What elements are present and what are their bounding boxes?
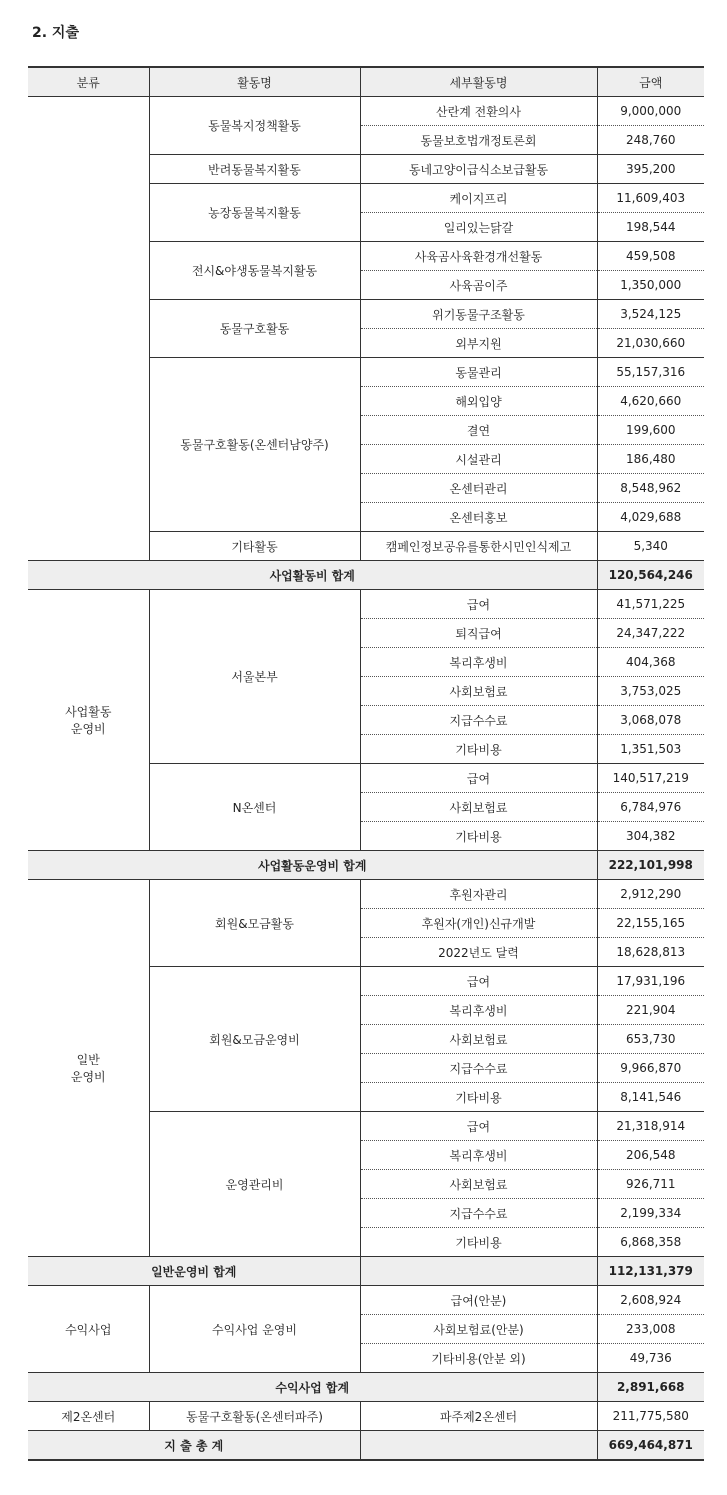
activity-cell: N온센터 bbox=[149, 764, 360, 851]
subtotal-row bbox=[28, 1373, 704, 1402]
detail-cell: 사회보험료 bbox=[360, 793, 597, 822]
amount-cell: 24,347,222 bbox=[597, 619, 704, 648]
detail-cell: 급여 bbox=[360, 590, 597, 619]
amount-cell: 221,904 bbox=[597, 996, 704, 1025]
subtotal-label: 사업활동비 합계 bbox=[28, 561, 597, 590]
activity-cell: 동물구호활동(온센터남양주) bbox=[149, 358, 360, 532]
amount-cell: 2,912,290 bbox=[597, 880, 704, 909]
table-row bbox=[28, 1402, 704, 1431]
table-header-row bbox=[28, 67, 704, 97]
detail-cell: 후원자관리 bbox=[360, 880, 597, 909]
subtotal-amount: 222,101,998 bbox=[597, 851, 704, 880]
detail-cell: 캠페인정보공유를통한시민인식제고 bbox=[360, 532, 597, 561]
amount-cell: 140,517,219 bbox=[597, 764, 704, 793]
detail-cell: 지급수수료 bbox=[360, 1199, 597, 1228]
header-activity: 활동명 bbox=[149, 67, 360, 97]
amount-cell: 4,620,660 bbox=[597, 387, 704, 416]
amount-cell: 8,548,962 bbox=[597, 474, 704, 503]
amount-cell: 21,030,660 bbox=[597, 329, 704, 358]
header-detail: 세부활동명 bbox=[360, 67, 597, 97]
subtotal-amount: 112,131,379 bbox=[597, 1257, 704, 1286]
amount-cell: 18,628,813 bbox=[597, 938, 704, 967]
detail-cell: 기타비용 bbox=[360, 1228, 597, 1257]
subtotal-row bbox=[28, 1257, 704, 1286]
grand-total-amount: 669,464,871 bbox=[597, 1431, 704, 1461]
detail-cell: 기타비용(안분 외) bbox=[360, 1344, 597, 1373]
amount-cell: 211,775,580 bbox=[597, 1402, 704, 1431]
subtotal-row bbox=[28, 561, 704, 590]
detail-cell: 결연 bbox=[360, 416, 597, 445]
detail-cell: 급여(안분) bbox=[360, 1286, 597, 1315]
activity-cell: 동물복지정책활동 bbox=[149, 97, 360, 155]
amount-cell: 6,784,976 bbox=[597, 793, 704, 822]
detail-cell: 사육곰이주 bbox=[360, 271, 597, 300]
amount-cell: 11,609,403 bbox=[597, 184, 704, 213]
section-title: 2. 지출 bbox=[32, 25, 79, 41]
subtotal-amount: 120,564,246 bbox=[597, 561, 704, 590]
detail-cell: 기타비용 bbox=[360, 735, 597, 764]
detail-cell: 지급수수료 bbox=[360, 706, 597, 735]
amount-cell: 233,008 bbox=[597, 1315, 704, 1344]
detail-cell: 케이지프리 bbox=[360, 184, 597, 213]
subtotal-amount: 2,891,668 bbox=[597, 1373, 704, 1402]
amount-cell: 1,351,503 bbox=[597, 735, 704, 764]
amount-cell: 6,868,358 bbox=[597, 1228, 704, 1257]
amount-cell: 41,571,225 bbox=[597, 590, 704, 619]
activity-cell: 농장동물복지활동 bbox=[149, 184, 360, 242]
detail-cell: 일리있는닭갈 bbox=[360, 213, 597, 242]
amount-cell: 1,350,000 bbox=[597, 271, 704, 300]
detail-cell: 급여 bbox=[360, 967, 597, 996]
subtotal-label: 수익사업 합계 bbox=[28, 1373, 597, 1402]
amount-cell: 5,340 bbox=[597, 532, 704, 561]
category-cell: 수익사업 bbox=[28, 1286, 149, 1373]
amount-cell: 186,480 bbox=[597, 445, 704, 474]
detail-cell: 복리후생비 bbox=[360, 1141, 597, 1170]
amount-cell: 395,200 bbox=[597, 155, 704, 184]
detail-cell: 기타비용 bbox=[360, 822, 597, 851]
amount-cell: 459,508 bbox=[597, 242, 704, 271]
activity-cell: 동물구호활동 bbox=[149, 300, 360, 358]
activity-cell: 전시&야생동물복지활동 bbox=[149, 242, 360, 300]
detail-cell: 사육곰사육환경개선활동 bbox=[360, 242, 597, 271]
amount-cell: 2,608,924 bbox=[597, 1286, 704, 1315]
detail-cell: 외부지원 bbox=[360, 329, 597, 358]
detail-cell: 동네고양이급식소보급활동 bbox=[360, 155, 597, 184]
category-cell bbox=[28, 97, 149, 561]
amount-cell: 206,548 bbox=[597, 1141, 704, 1170]
subtotal-label: 사업활동운영비 합계 bbox=[28, 851, 597, 880]
amount-cell: 653,730 bbox=[597, 1025, 704, 1054]
detail-cell: 기타비용 bbox=[360, 1083, 597, 1112]
detail-cell: 사회보험료 bbox=[360, 1025, 597, 1054]
header-amount: 금액 bbox=[597, 67, 704, 97]
amount-cell: 21,318,914 bbox=[597, 1112, 704, 1141]
amount-cell: 248,760 bbox=[597, 126, 704, 155]
amount-cell: 3,753,025 bbox=[597, 677, 704, 706]
detail-cell: 파주제2온센터 bbox=[360, 1402, 597, 1431]
detail-cell: 사회보험료 bbox=[360, 1170, 597, 1199]
expense-table bbox=[28, 66, 704, 1461]
detail-cell: 복리후생비 bbox=[360, 996, 597, 1025]
grand-total-label: 지 출 총 계 bbox=[28, 1431, 360, 1461]
detail-cell: 온센터관리 bbox=[360, 474, 597, 503]
detail-cell: 사회보험료 bbox=[360, 677, 597, 706]
detail-cell: 온센터홍보 bbox=[360, 503, 597, 532]
detail-cell: 급여 bbox=[360, 764, 597, 793]
detail-cell: 해외입양 bbox=[360, 387, 597, 416]
activity-cell: 회원&모금운영비 bbox=[149, 967, 360, 1112]
subtotal-label: 일반운영비 합계 bbox=[28, 1257, 360, 1286]
table-row bbox=[28, 590, 704, 619]
activity-cell: 서울본부 bbox=[149, 590, 360, 764]
subtotal-row bbox=[28, 851, 704, 880]
amount-cell: 926,711 bbox=[597, 1170, 704, 1199]
detail-cell: 퇴직급여 bbox=[360, 619, 597, 648]
detail-cell: 복리후생비 bbox=[360, 648, 597, 677]
category-cell: 제2온센터 bbox=[28, 1402, 149, 1431]
category-cell: 일반 운영비 bbox=[28, 880, 149, 1257]
activity-cell: 회원&모금활동 bbox=[149, 880, 360, 967]
amount-cell: 3,524,125 bbox=[597, 300, 704, 329]
amount-cell: 4,029,688 bbox=[597, 503, 704, 532]
amount-cell: 55,157,316 bbox=[597, 358, 704, 387]
activity-cell: 수익사업 운영비 bbox=[149, 1286, 360, 1373]
detail-cell: 동물보호법개정토론회 bbox=[360, 126, 597, 155]
amount-cell: 199,600 bbox=[597, 416, 704, 445]
detail-cell: 동물관리 bbox=[360, 358, 597, 387]
table-row bbox=[28, 97, 704, 126]
amount-cell: 17,931,196 bbox=[597, 967, 704, 996]
amount-cell: 3,068,078 bbox=[597, 706, 704, 735]
table-row bbox=[28, 1286, 704, 1315]
detail-cell: 시설관리 bbox=[360, 445, 597, 474]
amount-cell: 8,141,546 bbox=[597, 1083, 704, 1112]
activity-cell: 동물구호활동(온센터파주) bbox=[149, 1402, 360, 1431]
detail-cell: 급여 bbox=[360, 1112, 597, 1141]
amount-cell: 9,000,000 bbox=[597, 97, 704, 126]
detail-cell: 위기동물구조활동 bbox=[360, 300, 597, 329]
category-cell: 사업활동 운영비 bbox=[28, 590, 149, 851]
amount-cell: 304,382 bbox=[597, 822, 704, 851]
grand-total-row bbox=[28, 1431, 704, 1461]
activity-cell: 운영관리비 bbox=[149, 1112, 360, 1257]
header-category: 분류 bbox=[28, 67, 149, 97]
amount-cell: 2,199,334 bbox=[597, 1199, 704, 1228]
activity-cell: 기타활동 bbox=[149, 532, 360, 561]
subtotal-empty-cell bbox=[360, 1257, 597, 1286]
grand-total-empty-cell bbox=[360, 1431, 597, 1461]
activity-cell: 반려동물복지활동 bbox=[149, 155, 360, 184]
table-row bbox=[28, 880, 704, 909]
detail-cell: 사회보험료(안분) bbox=[360, 1315, 597, 1344]
amount-cell: 9,966,870 bbox=[597, 1054, 704, 1083]
amount-cell: 22,155,165 bbox=[597, 909, 704, 938]
detail-cell: 2022년도 달력 bbox=[360, 938, 597, 967]
amount-cell: 49,736 bbox=[597, 1344, 704, 1373]
amount-cell: 404,368 bbox=[597, 648, 704, 677]
detail-cell: 산란계 전환의사 bbox=[360, 97, 597, 126]
detail-cell: 후원자(개인)신규개발 bbox=[360, 909, 597, 938]
amount-cell: 198,544 bbox=[597, 213, 704, 242]
detail-cell: 지급수수료 bbox=[360, 1054, 597, 1083]
